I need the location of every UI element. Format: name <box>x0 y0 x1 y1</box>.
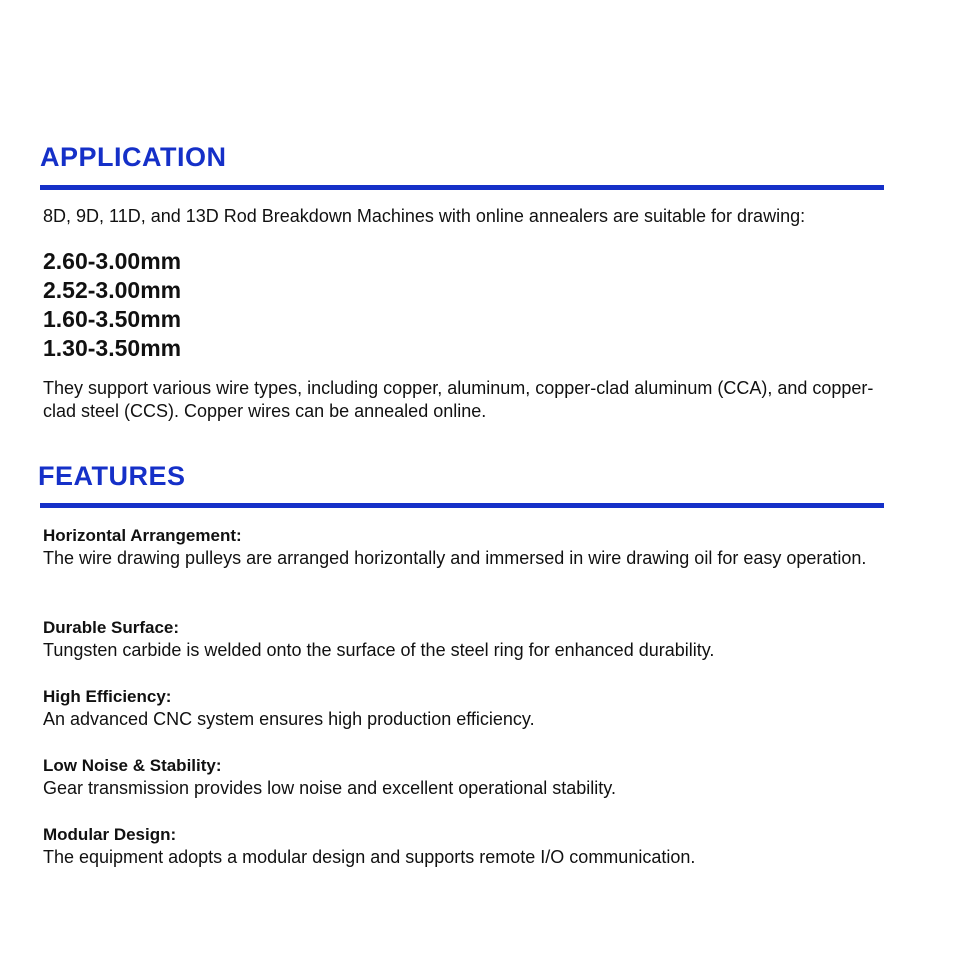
feature-item <box>43 686 923 731</box>
feature-title: Modular Design: <box>43 825 177 844</box>
features-divider <box>40 503 884 508</box>
size-range: 2.52-3.00mm <box>43 277 182 303</box>
feature-description: Gear transmission provides low noise and excellent operational stability. <box>43 778 616 798</box>
feature-description: Tungsten carbide is welded onto the surface of the steel ring for enhanced durability. <box>43 640 715 660</box>
feature-title: Durable Surface: <box>43 618 180 637</box>
application-intro: 8D, 9D, 11D, and 13D Rod Breakdown Machines with online annealers are suitable for drawing: <box>43 206 806 226</box>
feature-item <box>43 617 923 662</box>
feature-title: Horizontal Arrangement: <box>43 526 242 545</box>
size-range: 2.60-3.00mm <box>43 248 182 274</box>
feature-title: High Efficiency: <box>43 687 172 706</box>
application-heading: APPLICATION <box>40 142 227 172</box>
feature-description: The equipment adopts a modular design and supports remote I/O communication. <box>43 847 696 867</box>
size-range: 1.30-3.50mm <box>43 335 182 361</box>
size-range-list <box>43 247 181 363</box>
size-range: 1.60-3.50mm <box>43 306 182 332</box>
feature-description: The wire drawing pulleys are arranged horizontally and immersed in wire drawing oil for easy operation. <box>43 548 867 568</box>
feature-description: An advanced CNC system ensures high production efficiency. <box>43 709 535 729</box>
features-heading: FEATURES <box>38 461 186 491</box>
feature-item <box>43 755 923 800</box>
feature-title: Low Noise & Stability: <box>43 756 222 775</box>
feature-item <box>43 525 923 570</box>
application-divider <box>40 185 884 190</box>
feature-item <box>43 824 923 869</box>
application-note: They support various wire types, including copper, aluminum, copper-clad aluminum (CCA), and copper-clad steel (CCS). Copper wires can be annealed online. <box>43 378 874 421</box>
